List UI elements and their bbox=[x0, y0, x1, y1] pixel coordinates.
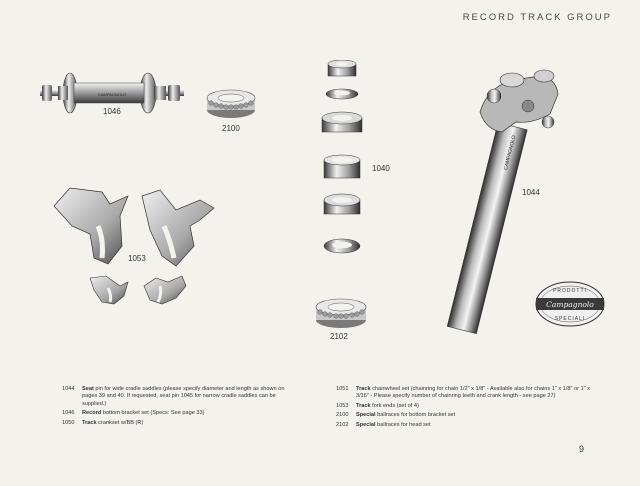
page-number: 9 bbox=[578, 444, 584, 454]
logo-bottom-text: SPECIALI bbox=[554, 316, 586, 322]
track-ends-illustration bbox=[50, 186, 220, 316]
ballrace-2100-label: 2100 bbox=[222, 124, 240, 133]
captions-right bbox=[336, 386, 596, 431]
seat-pin-label: 1044 bbox=[522, 188, 540, 197]
caption-text: ballraces for bottom bracket set bbox=[375, 412, 456, 419]
ballrace-2102-illustration bbox=[314, 296, 368, 330]
caption-row bbox=[62, 386, 294, 408]
caption-keyword: Record bbox=[82, 410, 102, 417]
caption-row bbox=[336, 422, 596, 429]
caption-row bbox=[62, 420, 294, 427]
ballrace-2102-label: 2102 bbox=[330, 332, 348, 341]
track-ends-label: 1053 bbox=[128, 254, 146, 263]
caption-code: 2102 bbox=[336, 421, 349, 428]
caption-keyword: Track bbox=[356, 402, 371, 409]
caption-code: 2100 bbox=[336, 412, 349, 419]
logo-top-text: PRODOTTI bbox=[553, 288, 587, 294]
caption-row bbox=[336, 403, 596, 410]
caption-row bbox=[62, 410, 294, 417]
logo-brand: Campagnolo bbox=[546, 300, 594, 309]
campagnolo-logo bbox=[534, 280, 606, 328]
caption-text: chainwheel set (chainring for chain 1/2" x 1/8" - Available also for chains 1" x 1/8" or 1" x 3/16" - Please specify number of chainring teeth and crank length - see page 27) bbox=[356, 386, 591, 400]
headset-illustration bbox=[316, 60, 368, 270]
headset-label: 1040 bbox=[372, 164, 390, 173]
caption-text: bottom bracket set (Specs: See page 33) bbox=[101, 410, 205, 417]
caption-text: fork ends (set of 4) bbox=[370, 402, 419, 409]
captions-left bbox=[62, 386, 294, 429]
caption-code: 1050 bbox=[62, 419, 75, 426]
caption-code: 1053 bbox=[336, 402, 349, 409]
caption-code: 1051 bbox=[336, 386, 349, 392]
caption-row bbox=[336, 386, 596, 401]
caption-code: 1046 bbox=[62, 410, 75, 417]
hub-engraving: CAMPAGNOLO bbox=[98, 92, 127, 97]
caption-keyword: Special bbox=[356, 412, 376, 419]
hub-label: 1046 bbox=[103, 107, 121, 116]
caption-keyword: Special bbox=[356, 421, 376, 428]
caption-text: crankset w/BB (R) bbox=[96, 419, 144, 426]
caption-text: ballraces for head set bbox=[375, 421, 431, 428]
caption-keyword: Track bbox=[356, 386, 371, 392]
caption-keyword: Track bbox=[82, 419, 97, 426]
caption-row bbox=[336, 412, 596, 419]
seat-pin-engraving: CAMPAGNOLO bbox=[502, 134, 518, 171]
page-header: RECORD TRACK GROUP bbox=[462, 12, 612, 23]
caption-text: pin for wide cradle saddles (please specify diameter and length as shown on pages 39 and 40. If requested, seat pin 1045 for narrow cradle saddles can be supplied.) bbox=[82, 386, 285, 407]
ballrace-2100-illustration bbox=[205, 88, 257, 120]
caption-keyword: Seat bbox=[82, 386, 94, 392]
caption-code: 1044 bbox=[62, 386, 75, 392]
